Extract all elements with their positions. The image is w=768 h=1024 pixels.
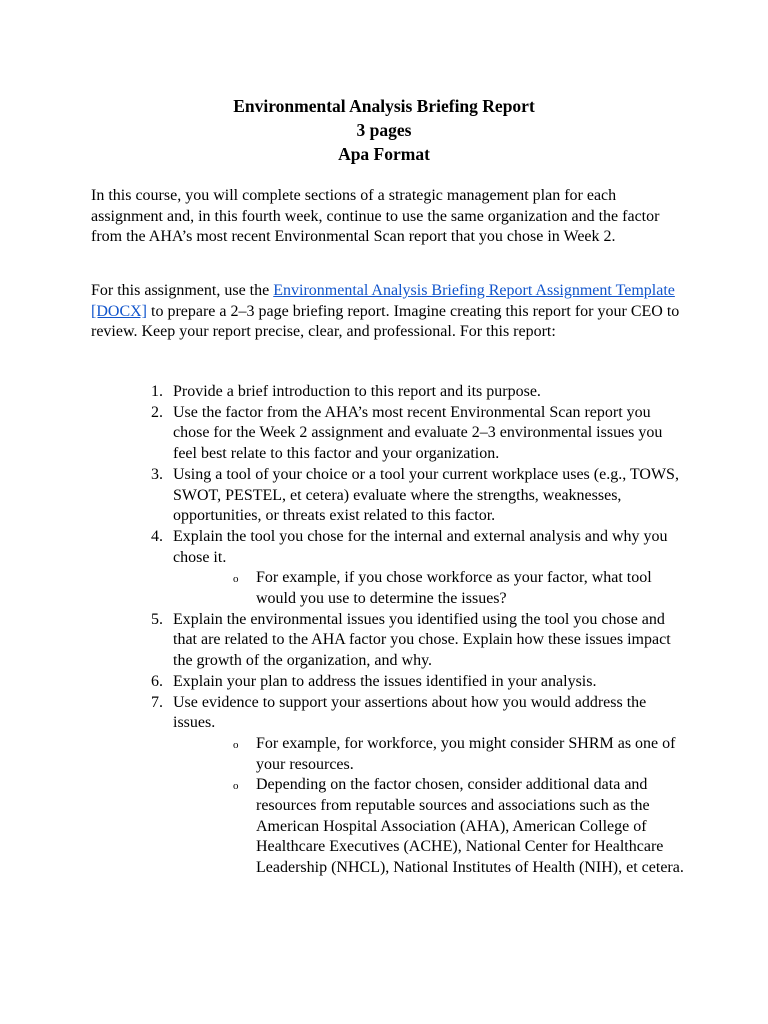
sub-list-item-text: For example, for workforce, you might consider SHRM as one of your resources. [256,734,676,773]
list-item-text: Provide a brief introduction to this report and its purpose. [173,383,541,400]
list-item [0,527,683,568]
list-number: 5. [151,610,163,628]
list-item-text: Use the factor from the AHA’s most recent Environmental Scan report you chose for the Week 2 assignment and evaluate 2–3 environmental issues you feel best relate to this factor and your organization. [173,403,663,463]
list-item-text: Explain the environmental issues you identified using the tool you chose and that are related to the AHA factor you chose. Explain how these issues impact the growth of the organization, and why. [173,610,671,670]
list-number: 4. [151,527,163,545]
circle-bullet-icon: o [233,780,239,793]
list-number: 3. [151,465,163,483]
list-item [0,693,683,734]
list-item-text: Explain your plan to address the issues identified in your analysis. [173,672,597,690]
list-item [0,610,683,672]
list-item [0,382,683,403]
sub-list-item-text: Depending on the factor chosen, consider additional data and resources from reputable sources and associations such as the American Hospital Association (AHA), American College of Healthcare Executives (ACHE), National Center for Healthcare Leadership (NHCL), National Institutes of Health (NIH), et cetera. [256,776,684,877]
assignment-prefix: For this assignment, use the [91,282,274,299]
instructions-list [0,382,768,879]
title-line-3: Apa Format [338,144,430,164]
assignment-paragraph [91,281,681,343]
title-line-1: Environmental Analysis Briefing Report [233,96,535,116]
list-item [0,403,683,465]
list-item-text: Use evidence to support your assertions about how you would address the issues. [173,693,647,732]
list-number: 2. [151,403,163,421]
list-number: 1. [151,383,163,400]
list-number: 6. [151,672,163,690]
list-number: 7. [151,693,163,711]
assignment-suffix: to prepare a 2–3 page briefing report. Imagine creating this report for your CEO to review. Keep your report precise, clear, and professional. For this report: [91,302,680,341]
intro-paragraph: In this course, you will complete sections of a strategic management plan for each assignment and, in this fourth week, continue to use the same organization and the factor from the AHA’s most recent Environmental Scan report that you chose in Week 2. [91,187,660,246]
list-item-text: Using a tool of your choice or a tool your current workplace uses (e.g., TOWS, SWOT, PESTEL, et cetera) evaluate where the strengths, weaknesses, opportunities, or threats exist related to this factor. [173,465,679,525]
circle-bullet-icon: o [233,573,239,586]
sub-list-item [0,775,684,879]
template-link[interactable]: Environmental Analysis Briefing Report Assignment Template [DOCX] [91,282,675,320]
sub-list-item [0,568,684,609]
sub-list-item-text: For example, if you chose workforce as your factor, what tool would you use to determine the issues? [256,569,652,608]
title-line-2: 3 pages [356,120,412,140]
sub-list-item [0,734,684,775]
document-title [0,94,768,166]
list-item [0,465,683,527]
circle-bullet-icon: o [233,738,239,751]
list-item [0,672,683,693]
list-item-text: Explain the tool you chose for the internal and external analysis and why you chose it. [173,527,668,566]
